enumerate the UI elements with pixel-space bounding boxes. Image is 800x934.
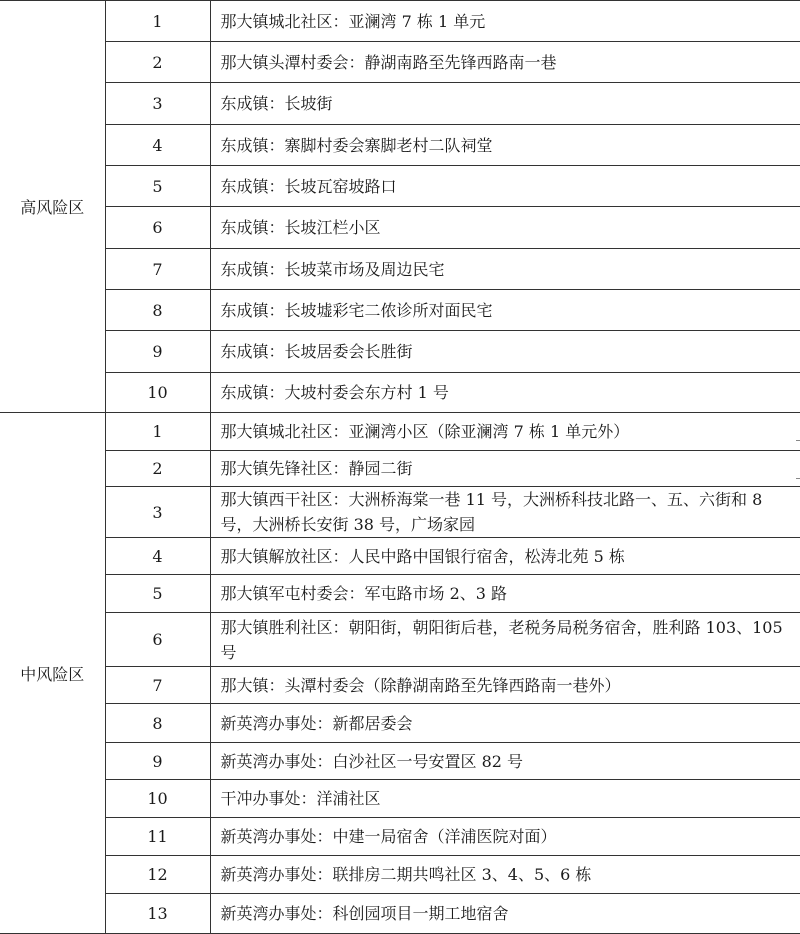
location-cell: 那大镇西干社区：大洲桥海棠一巷 11 号，大洲桥科技北路一、五、六街和 8 号，大洲桥长安街 38 号，广场家园	[210, 487, 800, 538]
row-number-cell: 7	[105, 667, 210, 704]
row-number-cell: 4	[105, 538, 210, 575]
row-number-cell: 10	[105, 373, 210, 413]
row-number-cell: 2	[105, 451, 210, 487]
location-cell: 那大镇解放社区：人民中路中国银行宿舍，松涛北苑 5 栋	[210, 538, 800, 575]
table-row	[0, 667, 800, 704]
row-number-cell: 5	[105, 166, 210, 207]
table-row	[0, 487, 800, 538]
location-cell: 那大镇：头潭村委会（除静湖南路至先锋西路南一巷外）	[210, 667, 800, 704]
row-number-cell: 3	[105, 487, 210, 538]
location-cell: 那大镇胜利社区：朝阳街，朝阳街后巷，老税务局税务宿舍，胜利路 103、105 号	[210, 613, 800, 667]
row-number-cell: 10	[105, 780, 210, 818]
table-row	[0, 166, 800, 207]
row-number-cell: 1	[105, 413, 210, 451]
row-number-cell: 11	[105, 818, 210, 856]
location-cell: 干冲办事处：洋浦社区	[210, 780, 800, 818]
row-number-cell: 9	[105, 331, 210, 373]
table-row	[0, 42, 800, 83]
table-row	[0, 575, 800, 613]
location-cell: 新英湾办事处：新都居委会	[210, 704, 800, 743]
location-cell: 那大镇头潭村委会：静湖南路至先锋西路南一巷	[210, 42, 800, 83]
location-cell: 东成镇：寨脚村委会寨脚老村二队祠堂	[210, 125, 800, 166]
location-cell: 新英湾办事处：联排房二期共鸣社区 3、4、5、6 栋	[210, 856, 800, 894]
table-row	[0, 538, 800, 575]
table-row	[0, 125, 800, 166]
location-cell: 新英湾办事处：中建一局宿舍（洋浦医院对面）	[210, 818, 800, 856]
location-cell: 新英湾办事处：科创园项目一期工地宿舍	[210, 894, 800, 934]
edge-mark	[796, 478, 800, 479]
table-row	[0, 1, 800, 42]
table-body	[0, 1, 800, 934]
row-number-cell: 6	[105, 613, 210, 667]
location-cell: 东成镇：长坡墟彩宅二侬诊所对面民宅	[210, 290, 800, 331]
table-row	[0, 207, 800, 249]
table-row	[0, 613, 800, 667]
row-number-cell: 2	[105, 42, 210, 83]
location-cell: 东成镇：大坡村委会东方村 1 号	[210, 373, 800, 413]
location-cell: 东成镇：长坡菜市场及周边民宅	[210, 249, 800, 290]
table-row	[0, 413, 800, 451]
location-cell: 那大镇城北社区：亚澜湾 7 栋 1 单元	[210, 1, 800, 42]
table-row	[0, 83, 800, 125]
row-number-cell: 5	[105, 575, 210, 613]
row-number-cell: 12	[105, 856, 210, 894]
row-number-cell: 4	[105, 125, 210, 166]
row-number-cell: 6	[105, 207, 210, 249]
location-cell: 那大镇军屯村委会：军屯路市场 2、3 路	[210, 575, 800, 613]
location-cell: 新英湾办事处：白沙社区一号安置区 82 号	[210, 743, 800, 780]
location-cell: 东成镇：长坡瓦窑坡路口	[210, 166, 800, 207]
row-number-cell: 3	[105, 83, 210, 125]
table-row	[0, 331, 800, 373]
risk-level-cell: 中风险区	[0, 413, 105, 934]
table-row	[0, 856, 800, 894]
table-row	[0, 894, 800, 934]
risk-level-cell: 高风险区	[0, 1, 105, 413]
table-row	[0, 818, 800, 856]
row-number-cell: 13	[105, 894, 210, 934]
row-number-cell: 8	[105, 704, 210, 743]
edge-mark	[796, 440, 800, 441]
table-row	[0, 249, 800, 290]
table-row	[0, 780, 800, 818]
row-number-cell: 7	[105, 249, 210, 290]
location-cell: 东成镇：长坡居委会长胜街	[210, 331, 800, 373]
row-number-cell: 8	[105, 290, 210, 331]
table-row	[0, 373, 800, 413]
location-cell: 那大镇先锋社区：静园二街	[210, 451, 800, 487]
row-number-cell: 9	[105, 743, 210, 780]
table-row	[0, 290, 800, 331]
table-row	[0, 704, 800, 743]
location-cell: 那大镇城北社区：亚澜湾小区（除亚澜湾 7 栋 1 单元外）	[210, 413, 800, 451]
location-cell: 东成镇：长坡江栏小区	[210, 207, 800, 249]
table-row	[0, 743, 800, 780]
row-number-cell: 1	[105, 1, 210, 42]
table-row	[0, 451, 800, 487]
location-cell: 东成镇：长坡街	[210, 83, 800, 125]
